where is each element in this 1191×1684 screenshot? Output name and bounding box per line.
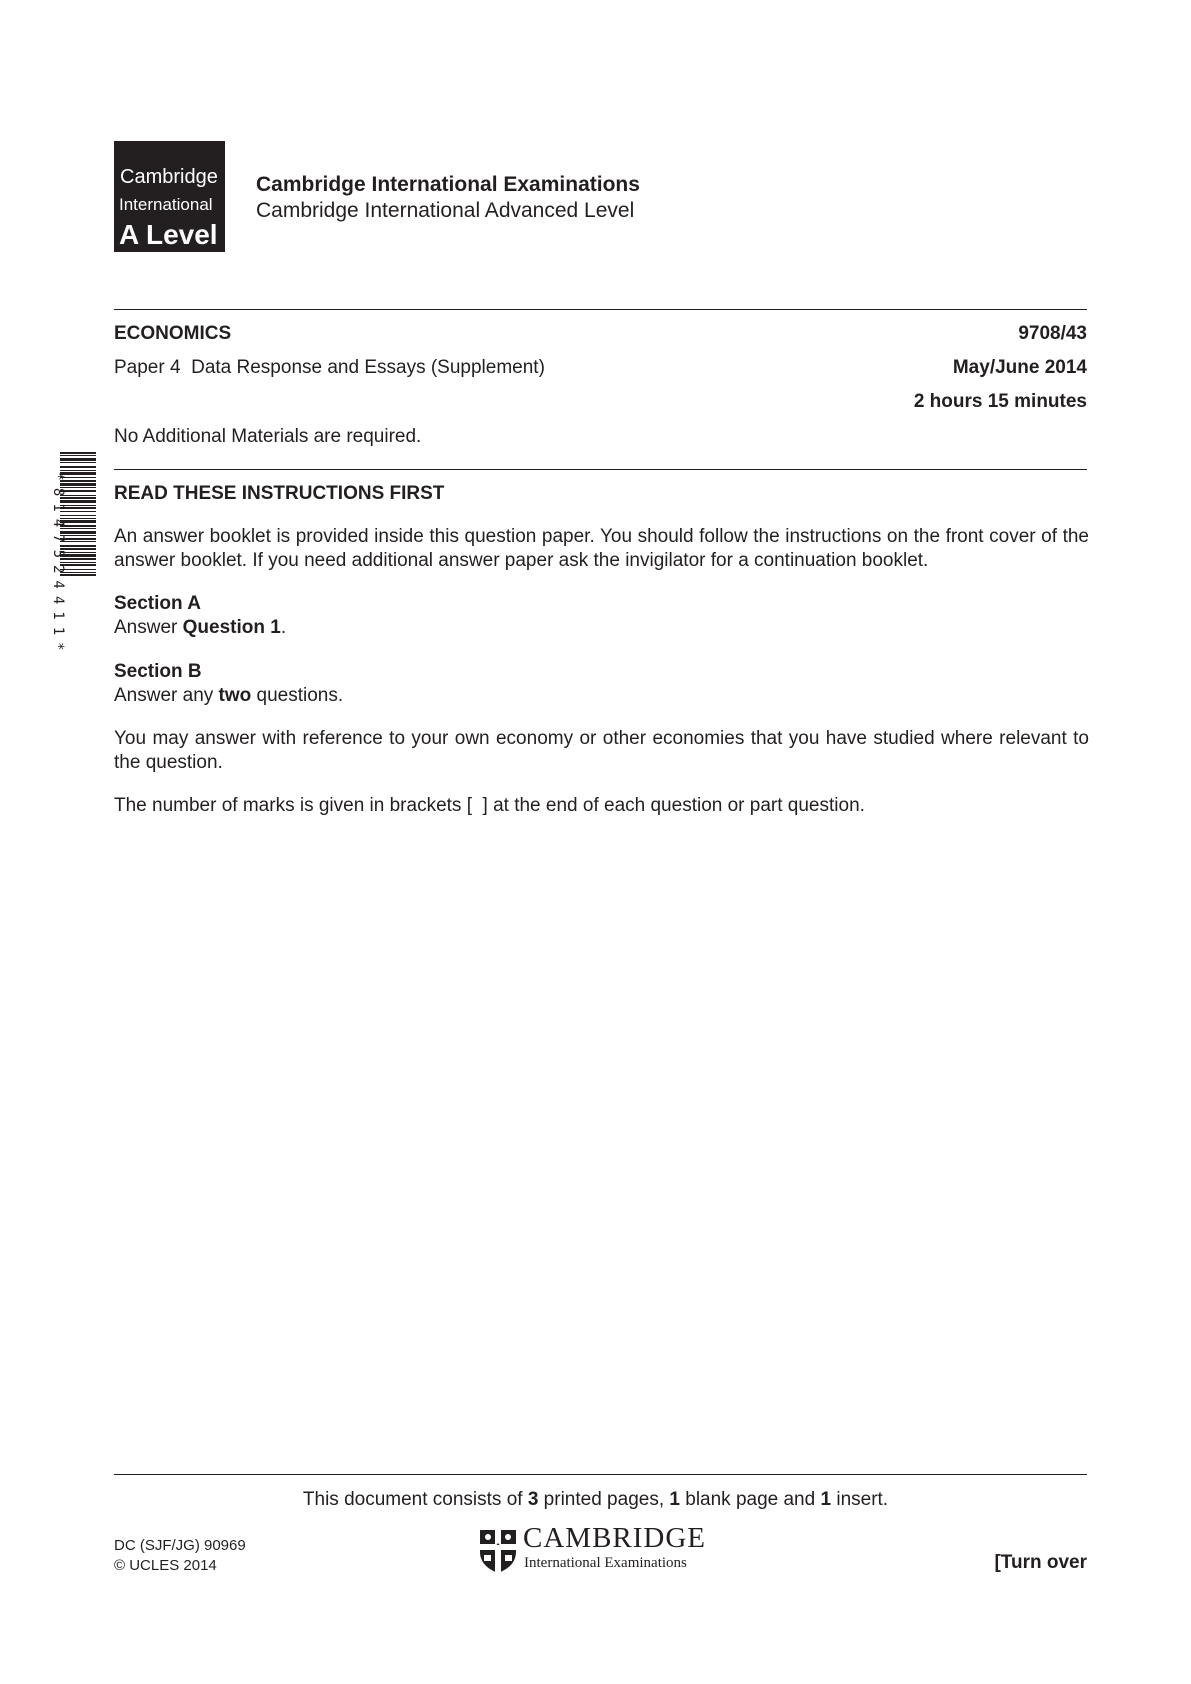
section-b-suffix: questions.: [251, 685, 344, 706]
section-b-instruction: [114, 684, 343, 708]
page-count-text-3: blank page and: [679, 1489, 821, 1510]
document-codes: [114, 1536, 246, 1576]
section-a-prefix: Answer: [114, 617, 183, 638]
barcode-bar: [60, 458, 96, 461]
instructions-divider: [114, 469, 1087, 470]
section-a-suffix: .: [280, 617, 287, 638]
instructions-intro: An answer booklet is provided inside this question paper. You should follow the instructions on the front cover of the answer booklet. If you need additional answer paper ask the invigilator for a continuation booklet.: [114, 526, 1089, 571]
barcode-bar: [60, 452, 96, 454]
paper-code: 9708/43: [1018, 323, 1087, 344]
copyright-notice: © UCLES 2014: [114, 1557, 217, 1574]
subject-name: ECONOMICS: [114, 323, 232, 344]
barcode-digits: *8147524411*: [50, 472, 66, 658]
barcode-bar: [60, 466, 96, 468]
barcode: [52, 452, 98, 680]
barcode-bar: [60, 470, 96, 471]
inserts-count: 1: [820, 1489, 832, 1510]
marks-note: The number of marks is given in brackets [ ] at the end of each question or part question.: [114, 795, 865, 816]
logo-line-cambridge: Cambridge: [120, 166, 218, 188]
org-subtitle: Cambridge International Advanced Level: [256, 199, 635, 222]
exam-duration: 2 hours 15 minutes: [913, 391, 1087, 412]
section-b-prefix: Answer any: [114, 685, 219, 706]
board-subtitle: International Examinations: [524, 1555, 687, 1571]
logo-line-a-level: A Level: [119, 219, 218, 250]
header-divider: [114, 309, 1087, 310]
cambridge-crest-icon: [478, 1528, 518, 1574]
page-count-text-2: printed pages,: [538, 1489, 670, 1510]
section-a-instruction: [114, 616, 286, 640]
turn-over-note: [Turn over: [994, 1552, 1087, 1573]
page-count-text-4: insert.: [831, 1489, 889, 1510]
materials-note: No Additional Materials are required.: [114, 426, 422, 447]
instructions-heading: READ THESE INSTRUCTIONS FIRST: [114, 483, 445, 504]
exam-session: May/June 2014: [952, 357, 1087, 378]
logo-line-international: International: [119, 195, 213, 214]
page-count-note: [0, 1488, 1191, 1512]
section-b-heading: Section B: [114, 661, 202, 682]
cambridge-a-level-logo: [114, 141, 225, 252]
reference-note: You may answer with reference to your own economy or other economies that you have studied where relevant to the question.: [114, 728, 1089, 773]
barcode-bar: [60, 455, 96, 456]
printed-pages-count: 3: [527, 1489, 539, 1510]
paper-title: Paper 4 Data Response and Essays (Supplement): [114, 357, 545, 378]
document-code: DC (SJF/JG) 90969: [114, 1537, 246, 1554]
blank-pages-count: 1: [669, 1489, 680, 1510]
section-a-heading: Section A: [114, 593, 201, 614]
barcode-bar: [60, 462, 96, 463]
section-a-question: Question 1: [182, 617, 281, 638]
footer-divider: [114, 1474, 1087, 1475]
page-count-text-1: This document consists of: [302, 1489, 528, 1510]
board-name: CAMBRIDGE: [523, 1522, 707, 1554]
org-title: Cambridge International Examinations: [256, 173, 640, 196]
section-b-count: two: [218, 685, 252, 706]
